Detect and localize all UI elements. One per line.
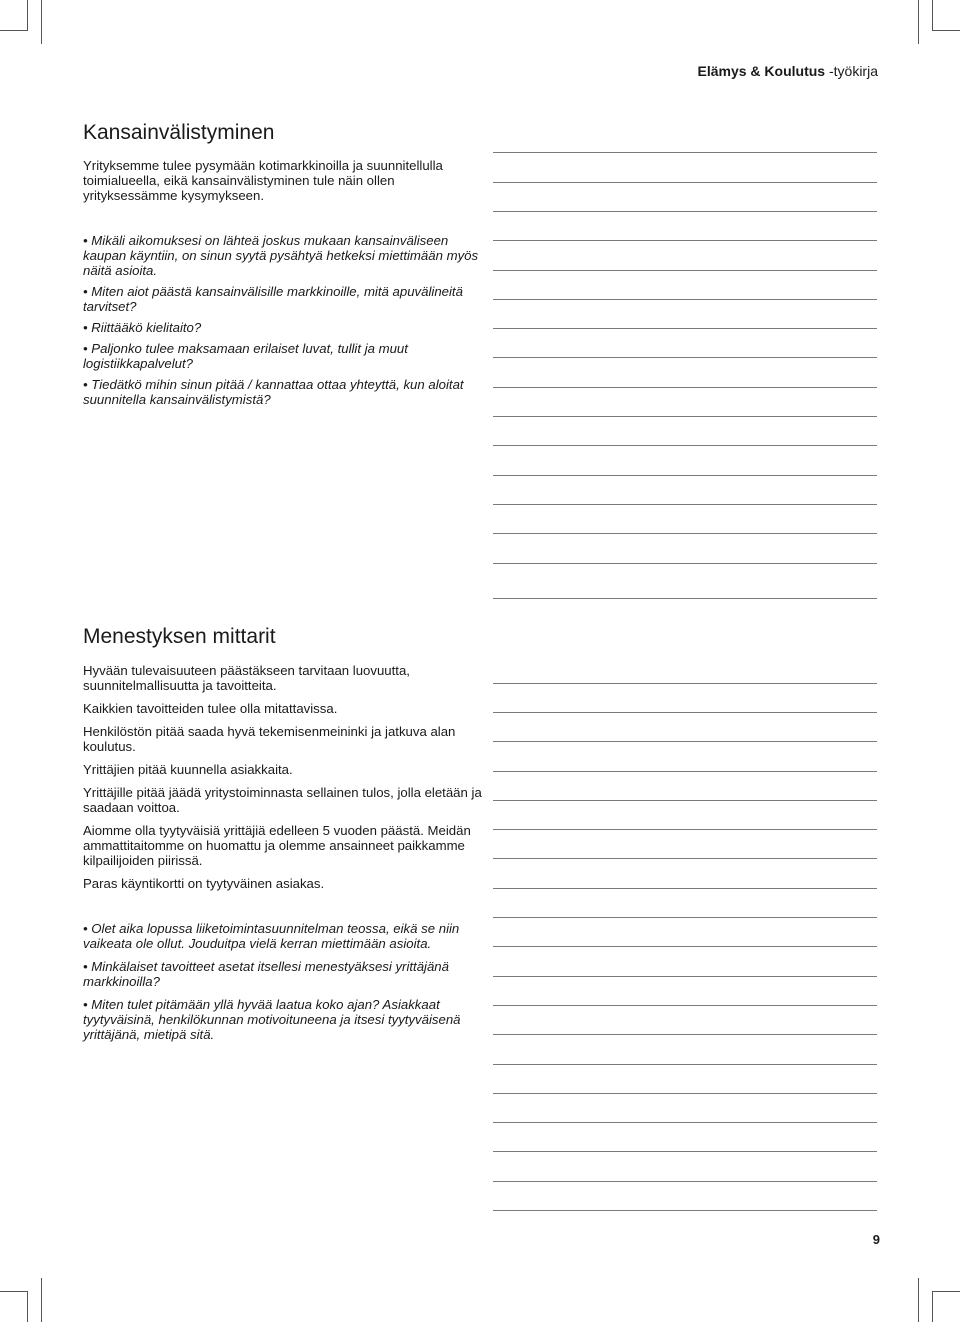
section1-question: • Riittääkö kielitaito? (83, 320, 202, 335)
crop-mark (27, 0, 28, 31)
crop-mark (932, 0, 933, 31)
writing-line (493, 888, 877, 889)
writing-line (493, 858, 877, 859)
section2-paragraph: Henkilöstön pitää saada hyvä tekemisenmeininki ja jatkuva alan koulutus. (83, 724, 456, 754)
section2-question: • Olet aika lopussa liiketoimintasuunnitelman teossa, eikä se niin vaikeata ole ollut. Jouduitpa vielä kerran miettimään asioita. (83, 921, 460, 951)
writing-line (493, 475, 877, 476)
writing-line (493, 1064, 877, 1065)
writing-line (493, 533, 877, 534)
section1-question: • Miten aiot päästä kansainvälisille markkinoille, mitä apuvälineitä tarvitset? (83, 284, 463, 314)
header-suffix: -työkirja (825, 63, 878, 79)
section1-question: • Mikäli aikomuksesi on lähteä joskus mukaan kansainväliseen kaupan käyntiin, on sinun syytä pysähtyä hetkeksi miettimään myös näitä asioita. (83, 233, 479, 278)
writing-line (493, 270, 877, 271)
writing-line (493, 1210, 877, 1211)
writing-line (493, 771, 877, 772)
section2-body (83, 663, 483, 899)
writing-line (493, 240, 877, 241)
writing-line (493, 563, 877, 564)
section1-body (83, 158, 483, 415)
crop-mark (27, 1291, 28, 1322)
section-title-kansainvalistyminen: Kansainvälistyminen (83, 121, 275, 144)
writing-line (493, 741, 877, 742)
section-title-menestyksen-mittarit: Menestyksen mittarit (83, 625, 276, 648)
writing-line (493, 800, 877, 801)
section2-questions (83, 921, 483, 1050)
writing-line (493, 1122, 877, 1123)
section2-question: • Minkälaiset tavoitteet asetat itsellesi menestyäksesi yrittäjänä markkinoilla? (83, 959, 449, 989)
crop-mark (0, 1291, 27, 1292)
crop-mark (933, 1291, 960, 1292)
page-number: 9 (872, 1232, 880, 1247)
header-brand: Elämys & Koulutus (697, 63, 826, 79)
section1-intro: Yrityksemme tulee pysymään kotimarkkinoilla ja suunnitellulla toimialueella, eikä kansainvälistyminen tule näin ollen yrityksessämme kysymykseen. (83, 158, 443, 203)
writing-line (493, 152, 877, 153)
writing-line (493, 1034, 877, 1035)
section2-paragraph: Yrittäjille pitää jäädä yritystoiminnasta sellainen tulos, jolla eletään ja saadaan voittoa. (83, 785, 482, 815)
writing-line (493, 416, 877, 417)
crop-mark (918, 0, 919, 44)
crop-mark (0, 30, 27, 31)
crop-mark (932, 1291, 933, 1322)
writing-line (493, 1151, 877, 1152)
section2-paragraph: Hyvään tulevaisuuteen päästäkseen tarvitaan luovuutta, suunnitelmallisuutta ja tavoitteita. (83, 663, 410, 693)
running-header (698, 63, 879, 79)
section2-paragraph: Yrittäjien pitää kuunnella asiakkaita. (83, 762, 293, 777)
section1-question: • Paljonko tulee maksamaan erilaiset luvat, tullit ja muut logistiikkapalvelut? (83, 341, 408, 371)
writing-line (493, 445, 877, 446)
section2-paragraph: Paras käyntikortti on tyytyväinen asiakas. (83, 876, 325, 891)
writing-line (493, 946, 877, 947)
writing-line (493, 211, 877, 212)
writing-line (493, 328, 877, 329)
writing-line (493, 1181, 877, 1182)
writing-line (493, 357, 877, 358)
writing-line (493, 182, 877, 183)
section2-question: • Miten tulet pitämään yllä hyvää laatua koko ajan? Asiakkaat tyytyväisinä, henkilökunnan motivoituneena ja itsesi tyytyväisenä yrittäjänä, mietipä sitä. (83, 997, 461, 1042)
crop-mark (918, 1278, 919, 1322)
writing-line (493, 299, 877, 300)
crop-mark (933, 30, 960, 31)
writing-line (493, 387, 877, 388)
section2-paragraph: Aiomme olla tyytyväisiä yrittäjiä edelleen 5 vuoden päästä. Meidän ammattitaitomme on huomattu ja olemme ansainneet paikkamme kilpailijoiden piirissä. (83, 823, 471, 868)
section1-question: • Tiedätkö mihin sinun pitää / kannattaa ottaa yhteyttä, kun aloitat suunnitella kansainvälistymistä? (83, 377, 464, 407)
section2-paragraph: Kaikkien tavoitteiden tulee olla mitattavissa. (83, 701, 338, 716)
writing-line (493, 829, 877, 830)
writing-line (493, 712, 877, 713)
writing-line (493, 1093, 877, 1094)
writing-line (493, 598, 877, 599)
crop-mark (41, 1278, 42, 1322)
writing-line (493, 976, 877, 977)
writing-line (493, 683, 877, 684)
writing-line (493, 1005, 877, 1006)
writing-line (493, 917, 877, 918)
crop-mark (41, 0, 42, 44)
writing-line (493, 504, 877, 505)
